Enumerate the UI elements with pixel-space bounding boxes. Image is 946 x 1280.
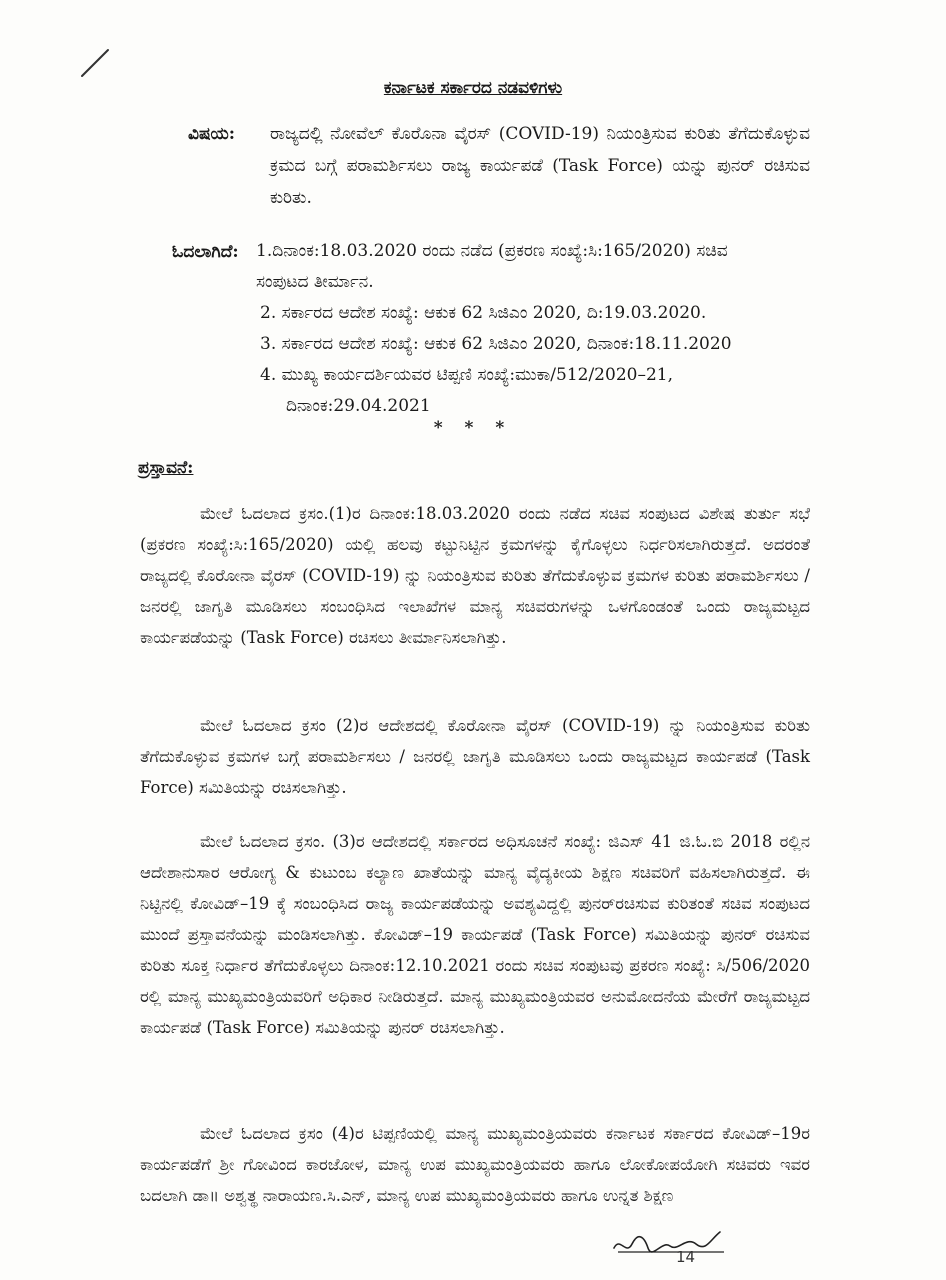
reference-continuation: ದಿನಾಂಕ:29.04.2021 — [286, 396, 431, 416]
handwritten-signature — [610, 1222, 730, 1276]
preamble-paragraph-4: ಮೇಲೆ ಓದಲಾದ ಕ್ರಸಂ (4)ರ ಟಿಪ್ಪಣಿಯಲ್ಲಿ ಮಾನ್ಯ ಮುಖ್ಯಮಂತ್ರಿಯವರು ಕರ್ನಾಟಕ ಸರ್ಕಾರದ ಕೋವಿಡ್–19ರ ಕಾರ್ಯಪಡೆಗೆ ಶ್ರೀ ಗೋವಿಂದ ಕಾರಜೋಳ, ಮಾನ್ಯ ಉಪ ಮುಖ್ಯಮಂತ್ರಿಯವರು ಹಾಗೂ ಲೋಕೋಪಯೋಗಿ ಸಚಿವರು ಇವರ ಬದಲಾಗಿ ಡಾ॥ ಅಶ್ವತ್ಥ ನಾರಾಯಣ.ಸಿ.ಎನ್, ಮಾನ್ಯ ಉಪ ಮುಖ್ಯಮಂತ್ರಿಯವರು ಹಾಗೂ ಉನ್ನತ ಶಿಕ್ಷಣ — [140, 1124, 810, 1205]
reference-number: 2. — [260, 303, 277, 323]
pen-stroke-mark — [78, 46, 112, 80]
reference-line: ದಿನಾಂಕ:18.03.2020 ರಂದು ನಡೆದ (ಪ್ರಕರಣ ಸಂಖ್ಯೆ:ಸಿ:165/2020) ಸಚಿವ — [272, 241, 728, 261]
reference-item — [256, 236, 806, 298]
preamble-label: ಪ್ರಸ್ತಾವನೆ: — [138, 458, 194, 478]
reference-item — [256, 329, 806, 360]
reference-continuation: ಸಂಪುಟದ ತೀರ್ಮಾನ. — [256, 272, 374, 292]
reference-item — [256, 360, 806, 422]
reference-line: ಮುಖ್ಯ ಕಾರ್ಯದರ್ಶಿಯವರ ಟಿಪ್ಪಣಿ ಸಂಖ್ಯೆ:ಮುಕಾ/512/2020–21, — [281, 365, 673, 385]
reference-line: ಸರ್ಕಾರದ ಆದೇಶ ಸಂಖ್ಯೆ: ಆಕುಕ 62 ಸಿಜಿಎಂ 2020, ದಿನಾಂಕ:18.11.2020 — [281, 334, 732, 354]
subject-text: ರಾಜ್ಯದಲ್ಲಿ ನೋವೆಲ್ ಕೊರೊನಾ ವೈರಸ್ (COVID-19) ನಿಯಂತ್ರಿಸುವ ಕುರಿತು ತೆಗೆದುಕೊಳ್ಳುವ ಕ್ರಮದ ಬಗ್ಗೆ ಪರಾಮರ್ಶಿಸಲು ರಾಜ್ಯ ಕಾರ್ಯಪಡೆ (Task Force) ಯನ್ನು ಪುನರ್ ರಚಿಸುವ ಕುರಿತು. — [270, 124, 810, 208]
document-heading: ಕರ್ನಾಟಕ ಸರ್ಕಾರದ ನಡವಳಿಗಳು — [383, 78, 563, 98]
reference-number: 4. — [260, 365, 277, 385]
page-mark: 14 — [676, 1248, 696, 1266]
preamble-paragraph-3: ಮೇಲೆ ಓದಲಾದ ಕ್ರಸಂ. (3)ರ ಆದೇಶದಲ್ಲಿ ಸರ್ಕಾರದ ಅಧಿಸೂಚನೆ ಸಂಖ್ಯೆ: ಜಿಎಸ್ 41 ಜಿ.ಓ.ಬಿ 2018 ರಲ್ಲಿನ ಆದೇಶಾನುಸಾರ ಆರೋಗ್ಯ & ಕುಟುಂಬ ಕಲ್ಯಾಣ ಖಾತೆಯನ್ನು ಮಾನ್ಯ ವೈದ್ಯಕೀಯ ಶಿಕ್ಷಣ ಸಚಿವರಿಗೆ ವಹಿಸಲಾಗಿರುತ್ತದೆ. ಈ ನಿಟ್ಟಿನಲ್ಲಿ ಕೋವಿಡ್–19 ಕ್ಕೆ ಸಂಬಂಧಿಸಿದ ರಾಜ್ಯ ಕಾರ್ಯಪಡೆಯನ್ನು ಅವಶ್ಯವಿದ್ದಲ್ಲಿ ಪುನರ್‌ರಚಿಸುವ ಕುರಿತಂತೆ ಸಚಿವ ಸಂಪುಟದ ಮುಂದೆ ಪ್ರಸ್ತಾವನೆಯನ್ನು ಮಂಡಿಸಲಾಗಿತ್ತು. ಕೋವಿಡ್–19 ಕಾರ್ಯಪಡೆ (Task Force) ಸಮಿತಿಯನ್ನು ಪುನರ್ ರಚಿಸುವ ಕುರಿತು ಸೂಕ್ತ ನಿರ್ಧಾರ ತೆಗೆದುಕೊಳ್ಳಲು ದಿನಾಂಕ:12.10.2021 ರಂದು ಸಚಿವ ಸಂಪುಟವು ಪ್ರಕರಣ ಸಂಖ್ಯೆ: ಸಿ/506/2020 ರಲ್ಲಿ ಮಾನ್ಯ ಮುಖ್ಯಮಂತ್ರಿಯವರಿಗೆ ಅಧಿಕಾರ ನೀಡಿರುತ್ತದೆ. ಮಾನ್ಯ ಮುಖ್ಯಮಂತ್ರಿಯವರ ಅನುಮೋದನೆಯ ಮೇರೆಗೆ ರಾಜ್ಯಮಟ್ಟದ ಕಾರ್ಯಪಡೆ (Task Force) ಸಮಿತಿಯನ್ನು ಪುನರ್ ರಚಿಸಲಾಗಿತ್ತು. — [140, 832, 810, 1037]
preamble-paragraph-1: ಮೇಲೆ ಓದಲಾದ ಕ್ರಸಂ.(1)ರ ದಿನಾಂಕ:18.03.2020 ರಂದು ನಡೆದ ಸಚಿವ ಸಂಪುಟದ ವಿಶೇಷ ತುರ್ತು ಸಭೆ (ಪ್ರಕರಣ ಸಂಖ್ಯೆ:ಸಿ:165/2020) ಯಲ್ಲಿ ಹಲವು ಕಟ್ಟುನಿಟ್ಟಿನ ಕ್ರಮಗಳನ್ನು ಕೈಗೊಳ್ಳಲು ನಿರ್ಧರಿಸಲಾಗಿರುತ್ತದೆ. ಅದರಂತೆ ರಾಜ್ಯದಲ್ಲಿ ಕೊರೋನಾ ವೈರಸ್ (COVID-19) ನ್ನು ನಿಯಂತ್ರಿಸುವ ಕುರಿತು ತೆಗೆದುಕೊಳ್ಳುವ ಕ್ರಮಗಳ ಕುರಿತು ಪರಾಮರ್ಶಿಸಲು /ಜನರಲ್ಲಿ ಜಾಗೃತಿ ಮೂಡಿಸಲು ಸಂಬಂಧಿಸಿದ ಇಲಾಖೆಗಳ ಮಾನ್ಯ ಸಚಿವರುಗಳನ್ನು ಒಳಗೊಂಡಂತೆ ಒಂದು ರಾಜ್ಯಮಟ್ಟದ ಕಾರ್ಯಪಡೆಯನ್ನು (Task Force) ರಚಿಸಲು ತೀರ್ಮಾನಿಸಲಾಗಿತ್ತು. — [140, 504, 810, 647]
subject-label: ವಿಷಯ: — [188, 124, 236, 144]
references-list — [256, 236, 806, 422]
references-label: ಓದಲಾಗಿದೆ: — [172, 242, 239, 262]
reference-number: 3. — [260, 334, 277, 354]
reference-item — [256, 298, 806, 329]
reference-number: 1. — [256, 241, 273, 261]
section-separator: * * * — [433, 418, 513, 438]
preamble-paragraph-2: ಮೇಲೆ ಓದಲಾದ ಕ್ರಸಂ (2)ರ ಆದೇಶದಲ್ಲಿ ಕೊರೋನಾ ವೈರಸ್ (COVID-19) ನ್ನು ನಿಯಂತ್ರಿಸುವ ಕುರಿತು ತೆಗೆದುಕೊಳ್ಳುವ ಕ್ರಮಗಳ ಬಗ್ಗೆ ಪರಾಮರ್ಶಿಸಲು / ಜನರಲ್ಲಿ ಜಾಗೃತಿ ಮೂಡಿಸಲು ಒಂದು ರಾಜ್ಯಮಟ್ಟದ ಕಾರ್ಯಪಡೆ (Task Force) ಸಮಿತಿಯನ್ನು ರಚಿಸಲಾಗಿತ್ತು. — [140, 716, 810, 797]
reference-line: ಸರ್ಕಾರದ ಆದೇಶ ಸಂಖ್ಯೆ: ಆಕುಕ 62 ಸಿಜಿಎಂ 2020, ದಿ:19.03.2020. — [281, 303, 707, 323]
